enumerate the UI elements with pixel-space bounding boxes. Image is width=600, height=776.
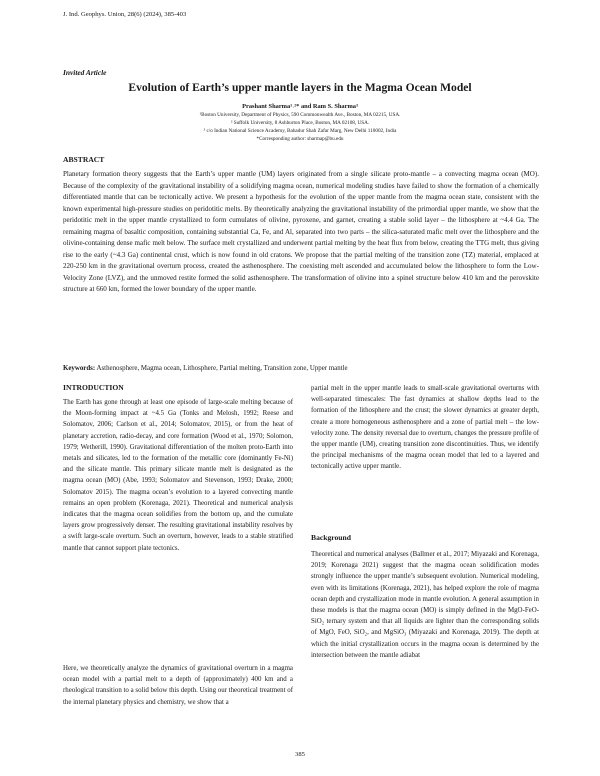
introduction-paragraph: Here, we theoretically analyze the dynamics of gravitational overturn in a magma ocean model with a partial melt to a depth of (approximately) 400 km and a rheological transition to a solid below this depth. Using our theoretical treatment of the internal planetary physics and chemistry, we show that a [63, 665, 293, 706]
corresponding-author: *Corresponding author: sharmap@bu.edu [256, 136, 344, 142]
keywords-line [63, 365, 539, 372]
keywords-text: Asthenosphere, Magma ocean, Lithosphere, Partial melting, Transition zone, Upper mantle [96, 365, 348, 372]
abstract-text: Planetary formation theory suggests that the Earth’s upper mantle (UM) layers originated from a single silicate proto-mantle – a convecting magma ocean (MO). Because of the complexity of the gravitational instability of a solidifying magma ocean, numerical modeling studies have failed to show the formation of a chemically differentiated mantle that can be tectonically active. We present a hypothesis for the evolution of the upper mantle from the magma ocean state, consistent with the known experimental high-pressure studies on peridotitic melts. By theoretically analyzing the gravitational instability of the primordial upper mantle, we show that the peridotitic melt in the upper mantle crystallized to form cumulates of olivine, pyroxene, and garnet, creating a stable solid layer – the lithosphere at ~4.4 Ga. The remaining magma of basaltic composition, containing substantial Ca, Fe, and Al, separated into two parts – the silica-saturated mafic melt over the lithosphere and the olivine-containing dense mafic melt below. The surface melt crystallized and underwent partial melting by the heat flux from below, creating the TTG melt, thus giving rise to the early (~4.3 Ga) continental crust, which is now found in old cratons. We propose that the partial melting of the transition zone (TZ) material, emplaced at 220-250 km in the gravitational overturn process, created the asthenosphere. The coexisting melt ascended and accumulated below the lithosphere to form the Low-Velocity Zone (LVZ), and the unmoved restite formed the solid asthenosphere. The transformation of olivine into a spinel structure below 410 km and the perovskite structure at 660 km, formed the lower boundary of the upper mantle. [63, 170, 539, 294]
affiliation-3: ³ c/o Indian National Science Academy, Bahadur Shah Zafar Marg, New Delhi 110002, India [203, 128, 397, 134]
affiliation-1: ¹Boston University, Department of Physics, 590 Commonwealth Ave., Boston, MA 02215, USA. [199, 112, 401, 118]
article-type: Invited Article [63, 68, 107, 77]
background-heading: Background [311, 533, 351, 542]
introduction-paragraph: partial melt in the upper mantle leads to small-scale gravitational overturns with well-separated timescales: The fast dynamics at shallow depths lead to the formation of the lithosphere and the crust; the slower dynamics at greater depth, create a more homogeneous asthenosphere and a zone of partial melt – the low-velocity zone. The density reversal due to overturn, changes the pressure profile of the upper mantle (UM), creating transition zone discontinuities. Thus, we identify the principal mechanisms of the magma ocean model that led to a layered and tectonically active upper mantle. [311, 385, 539, 471]
keywords-label: Keywords: [63, 365, 96, 372]
introduction-paragraph: The Earth has gone through at least one episode of large-scale melting because of the Moon-forming impact at ~4.5 Ga (Tonks and Melosh, 1992; Reese and Solomatov, 2006; Carlson et al., 2014; Solomatov, 2015), or from the heat of planetary accretion, radio-decay, and core formation (Wood et al., 1970; Solomon, 1979; Wetherill, 1990). Gravitational differentiation of the molten proto-Earth into metals and silicates, led to the formation of the metallic core (dominantly Fe-Ni) and the silicate mantle. This primary silicate mantle melt is designated as the magma ocean (MO) (Abe, 1993; Solomatov and Stevenson, 1993; Drake, 2000; Solomatov 2015). The magma ocean’s evolution to a layered convecting mantle remains an open problem (Korenaga, 2021). Theoretical and numerical analysis indicates that the magma ocean solidifies from the bottom up, and the cumulate layers grow progressively denser. The resulting gravitational instability resolves by a swift large-scale overturn. Such an overturn, however, leads to a stable stratified mantle that cannot support plate tectonics. [63, 399, 293, 552]
paper-title: Evolution of Earth’s upper mantle layers in the Magma Ocean Model [128, 81, 472, 94]
page-number: 385 [295, 751, 305, 758]
abstract-heading: ABSTRACT [63, 155, 105, 164]
journal-citation: J. Ind. Geophys. Union, 28(6) (2024), 385-403 [63, 11, 187, 18]
affiliation-2: ² Suffolk University, 8 Ashburton Place, Boston, MA 02108, USA. [230, 120, 370, 126]
background-paragraph: Theoretical and numerical analyses (Ballmer et al., 2017; Miyazaki and Korenaga, 2019; Korenaga 2021) suggest that the magma ocean solidification modes strongly influence the upper mantle’s subsequent evolution. Numerical modeling, even with its limitations (Korenaga, 2021), has helped explore the role of magma ocean depth and crystallization mode in mantle evolution. A general assumption in these models is that the magma ocean (MO) is simply defined in the MgO-FeO-SiO₂ ternary system and that all liquids are lighter than the corresponding solids of MgO, FeO, SiO₂, and MgSiO₃ (Miyazaki and Korenaga, 2019). The depth at which the initial crystallization occurs in the magma ocean is determined by the intersection between the mantle adiabat [311, 551, 539, 659]
introduction-heading: INTRODUCTION [63, 383, 124, 392]
author-list: Prashant Sharma¹˒²* and Ram S. Sharma³ [242, 103, 358, 110]
